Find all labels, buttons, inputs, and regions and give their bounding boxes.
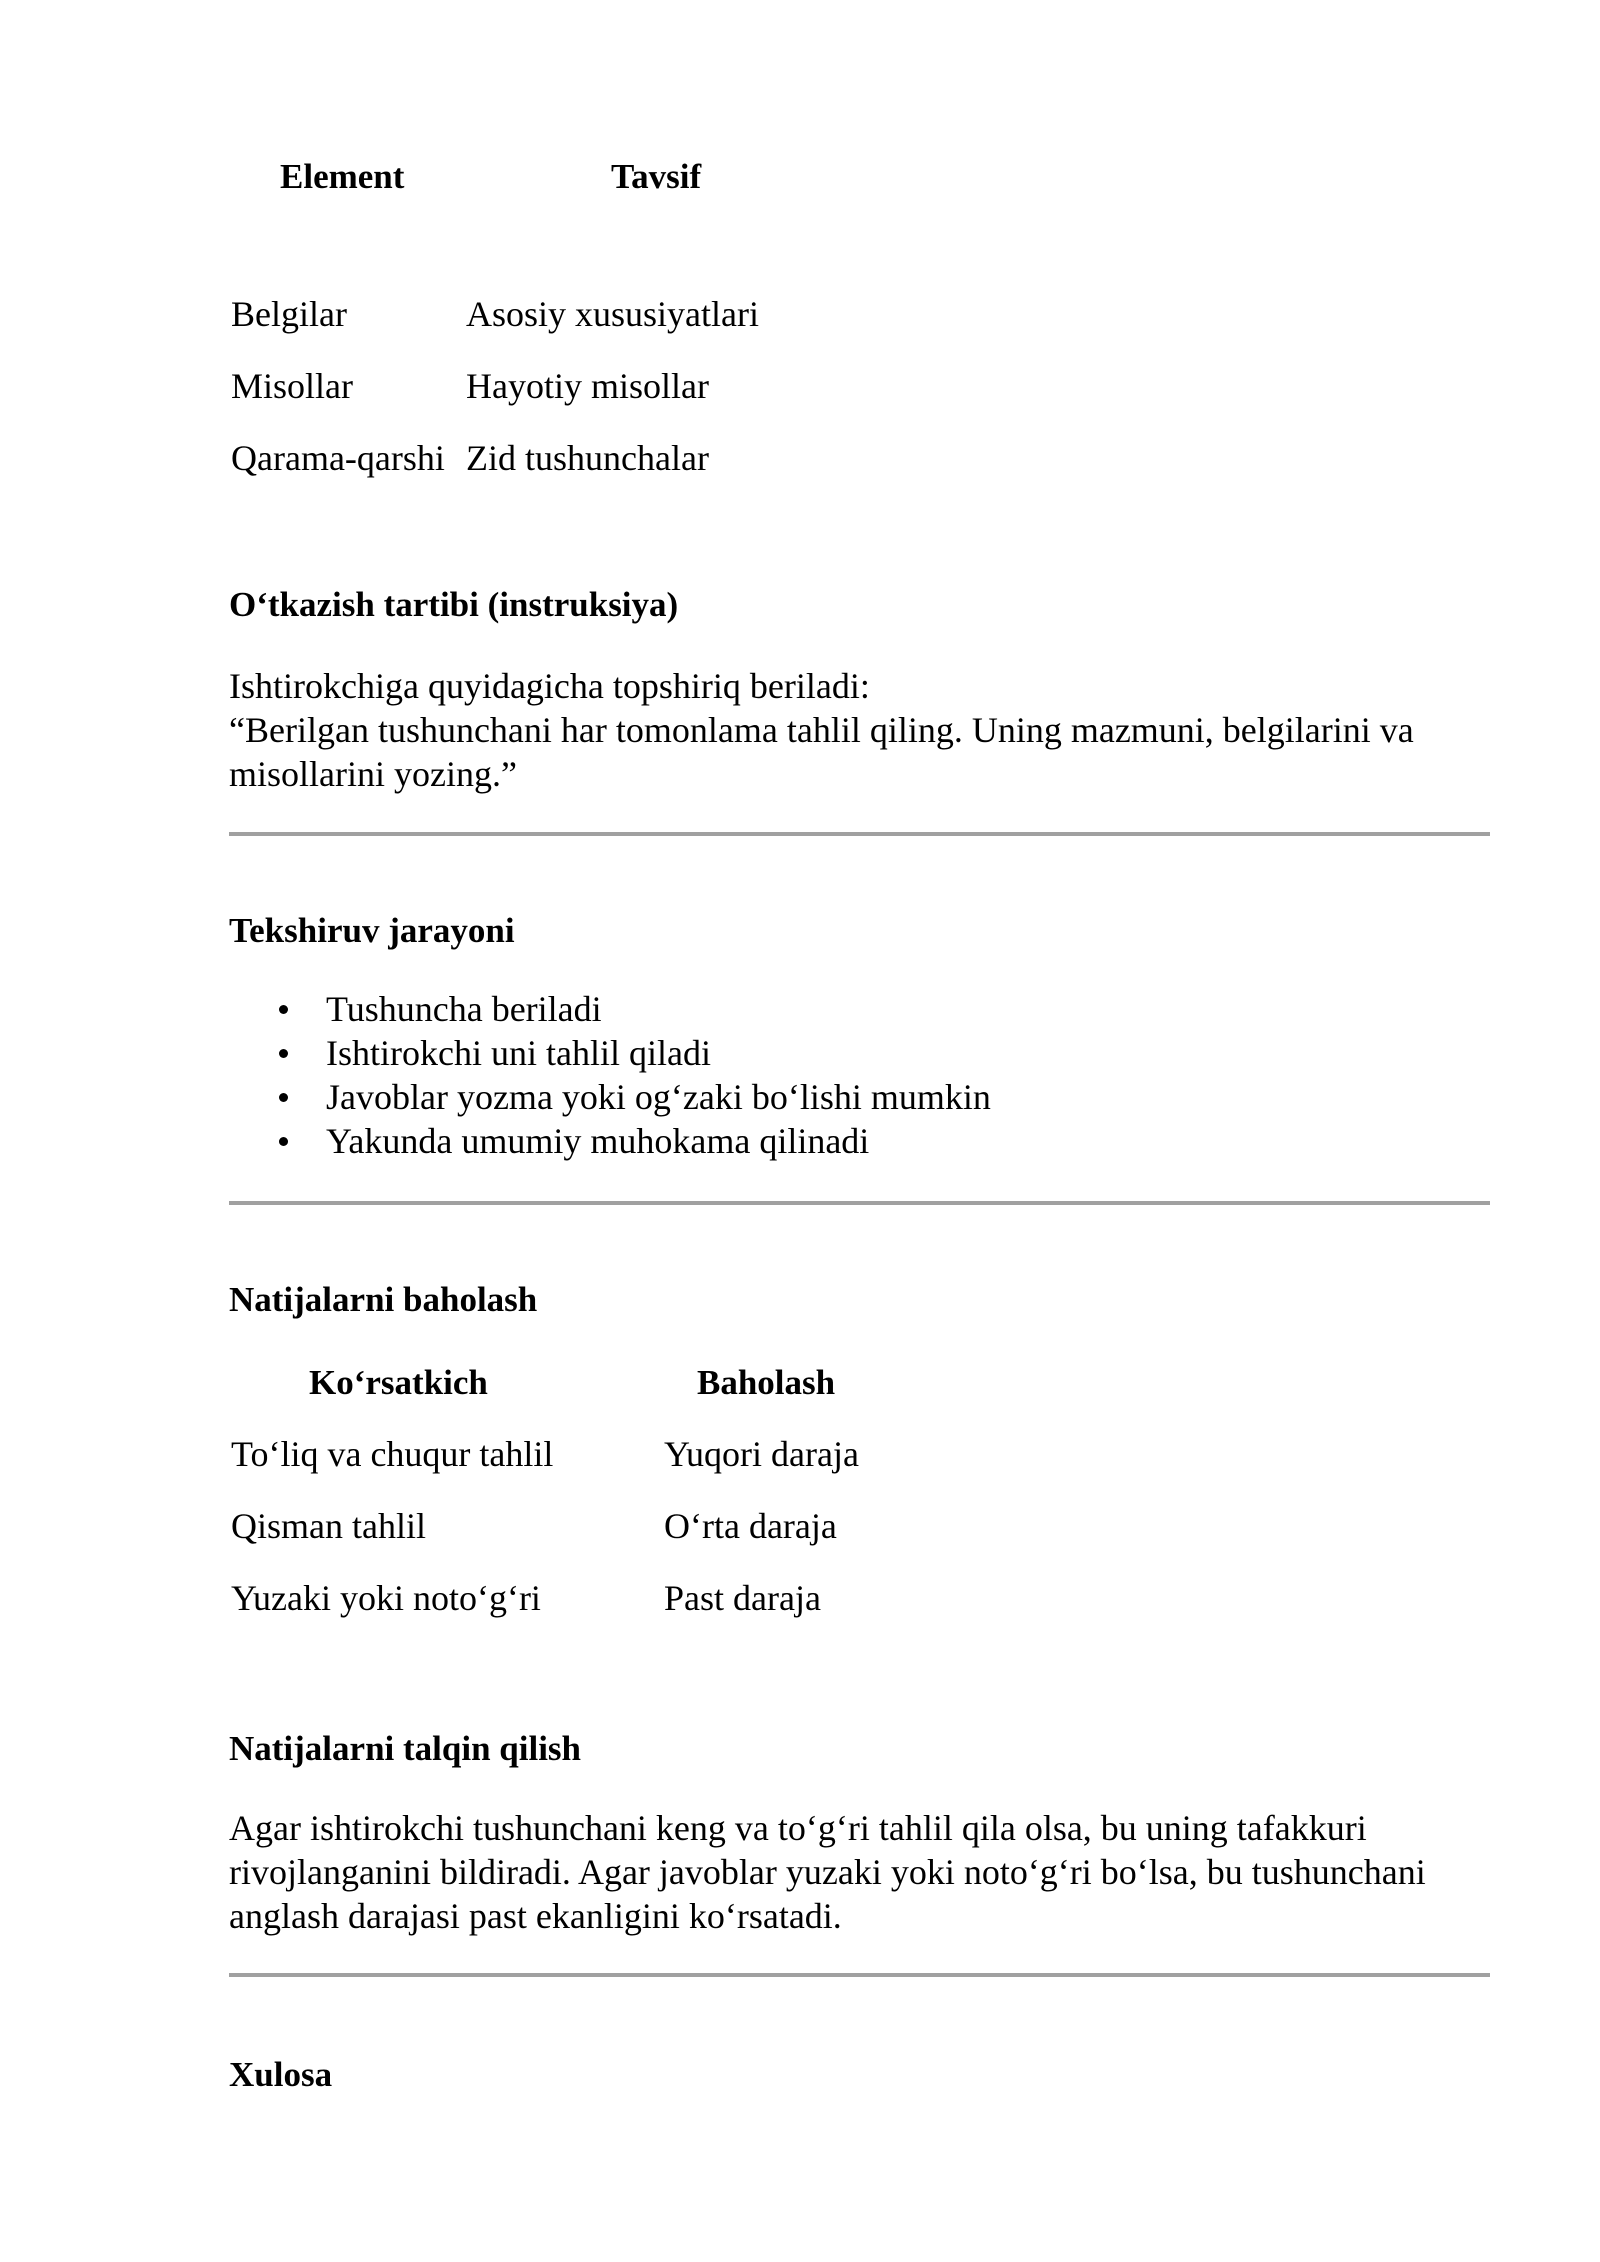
table-cell: Yuqori daraja <box>664 1434 859 1474</box>
section-heading-instruction: O‘tkazish tartibi (instruksiya) <box>229 585 679 624</box>
section-heading-evaluation: Natijalarni baholash <box>229 1280 538 1319</box>
paragraph-line: misollarini yozing.” <box>229 754 517 794</box>
bullet-icon <box>279 1093 288 1102</box>
paragraph-line: “Berilgan tushunchani har tomonlama tahlil qiling. Uning mazmuni, belgilarini va <box>229 710 1414 750</box>
table-cell: Qisman tahlil <box>231 1506 426 1546</box>
table-header-indicator: Ko‘rsatkich <box>309 1363 488 1402</box>
section-heading-interpretation: Natijalarni talqin qilish <box>229 1729 582 1768</box>
paragraph-line: Ishtirokchiga quyidagicha topshiriq beriladi: <box>229 666 870 706</box>
horizontal-divider <box>229 832 1490 836</box>
instruction-paragraph <box>229 664 1499 796</box>
paragraph-line: anglash darajasi past ekanligini ko‘rsatadi. <box>229 1896 842 1936</box>
process-bullet-list <box>229 987 991 1163</box>
table-cell: To‘liq va chuqur tahlil <box>231 1434 554 1474</box>
table-cell: Misollar <box>231 366 353 406</box>
table-header-element: Element <box>280 157 405 196</box>
table-cell: Yuzaki yoki noto‘g‘ri <box>231 1578 541 1618</box>
list-item: Tushuncha beriladi <box>229 987 991 1031</box>
bullet-icon <box>279 1049 288 1058</box>
table-cell: Belgilar <box>231 294 347 334</box>
table-cell: Asosiy xususiyatlari <box>466 294 759 334</box>
table-cell: Qarama-qarshi <box>231 438 445 478</box>
section-heading-process: Tekshiruv jarayoni <box>229 911 515 950</box>
horizontal-divider <box>229 1973 1490 1977</box>
table-cell: O‘rta daraja <box>664 1506 837 1546</box>
bullet-icon <box>279 1005 288 1014</box>
interpretation-paragraph <box>229 1806 1499 1938</box>
paragraph-line: Agar ishtirokchi tushunchani keng va to‘g‘ri tahlil qila olsa, bu uning tafakkuri <box>229 1808 1367 1848</box>
section-heading-conclusion: Xulosa <box>229 2055 333 2094</box>
list-item: Ishtirokchi uni tahlil qiladi <box>229 1031 991 1075</box>
table-header-description: Tavsif <box>611 157 702 196</box>
bullet-icon <box>279 1137 288 1146</box>
list-item: Yakunda umumiy muhokama qilinadi <box>229 1119 991 1163</box>
table-header-evaluation: Baholash <box>697 1363 836 1402</box>
paragraph-line: rivojlanganini bildiradi. Agar javoblar yuzaki yoki noto‘g‘ri bo‘lsa, bu tushunchani <box>229 1852 1426 1892</box>
list-item: Javoblar yozma yoki og‘zaki bo‘lishi mumkin <box>229 1075 991 1119</box>
table-cell: Hayotiy misollar <box>466 366 709 406</box>
table-cell: Past daraja <box>664 1578 821 1618</box>
horizontal-divider <box>229 1201 1490 1205</box>
table-cell: Zid tushunchalar <box>466 438 709 478</box>
